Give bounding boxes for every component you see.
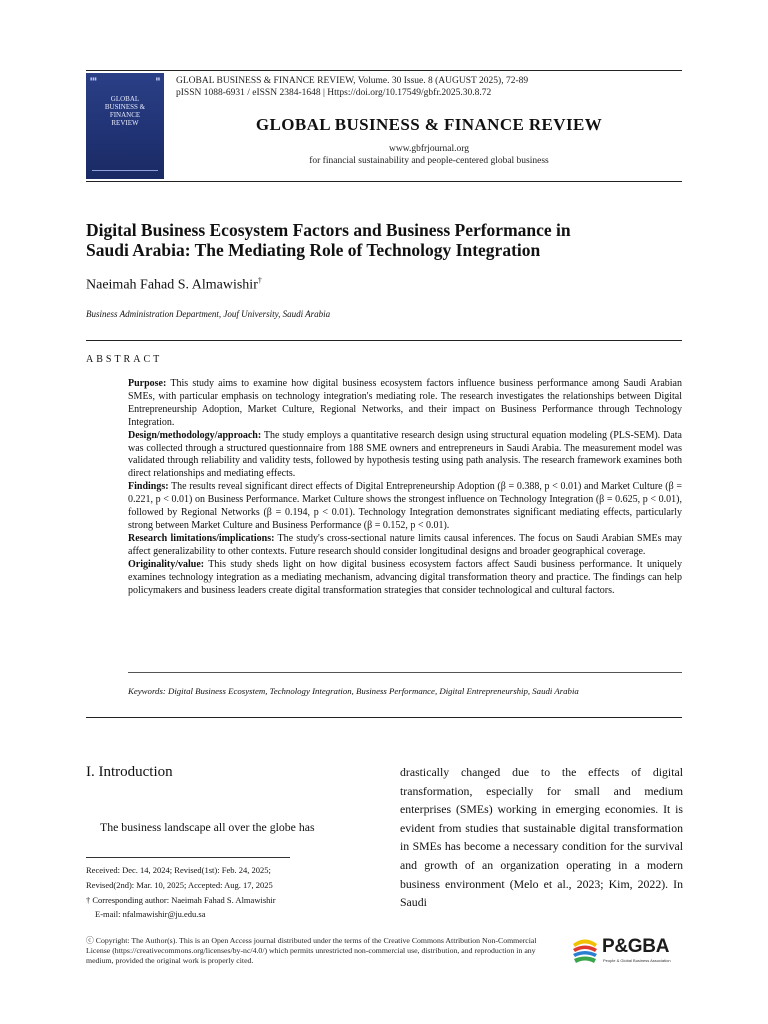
- pgba-logo-subtitle: People & Global Business Association: [603, 958, 671, 963]
- received-dates-line-2: Revised(2nd): Mar. 10, 2025; Accepted: Aug. 17, 2025: [86, 880, 273, 890]
- footnote-rule: [86, 857, 290, 858]
- cover-title: GLOBAL BUSINESS & FINANCE REVIEW: [104, 95, 146, 127]
- abstract-design-label: Design/methodology/approach:: [128, 429, 262, 441]
- section-heading-introduction: I. Introduction: [86, 764, 173, 780]
- author-email[interactable]: E-mail: nfalmawishir@ju.edu.sa: [95, 909, 206, 919]
- journal-title: GLOBAL BUSINESS & FINANCE REVIEW: [255, 115, 603, 134]
- paper-title-line-1: Digital Business Ecosystem Factors and Business Performance in: [86, 220, 571, 240]
- issn-doi-line[interactable]: pISSN 1088-6931 / eISSN 2384-1648 | Https://doi.org/10.17549/gbfr.2025.30.8.72: [176, 88, 492, 98]
- copyright-notice: ⓒ Copyright: The Author(s). This is an Open Access journal distributed under the terms of the Creative Commons Attribution Non-Commercial License (https://creativecommons.org/licenses/by-nc/4.0/) which permits unrestricted non-commercial use, distribution, and reproduction in any medium, provided the original work is properly cited.: [86, 936, 537, 965]
- author-name-text: Naeimah Fahad S. Almawishir: [86, 277, 258, 293]
- body-column-right: drastically changed due to the effects of digital transformation, especially for small and medium enterprises (SMEs) working in emerging economies. It is evident from studies that sustainable digital transformation in SMEs has become a necessary condition for the survival and growth of an organization operating in a modern business environment (Melo et al., 2023; Kim, 2022). In Saudi: [400, 765, 683, 910]
- abstract-purpose-label: Purpose:: [128, 378, 167, 389]
- abstract-findings: Findings: The results reveal significant direct effects of Digital Entrepreneurship Adoption (β = 0.388, p < 0.01) and Market Culture (β = 0.221, p < 0.01) on Business Performance. Market Culture shows the strongest influence on Technology Integration (β = 0.625, p < 0.01), followed by Regional Networks (β = 0.194, p < 0.01). Technology Integration demonstrates significant mediating effects, particularly strong between Market Culture and Business Performance (β = 0.152, p < 0.01).: [128, 481, 682, 531]
- abstract-findings-label: Findings:: [128, 481, 169, 493]
- pgba-logo-mark-icon: [570, 936, 600, 966]
- abstract-limitations: Research limitations/implications: The study's cross-sectional nature limits causal inferences. The focus on Saudi Arabian SMEs may affect generalizability to other contexts. Future research should consider longitudinal designs and broader geographical coverage.: [128, 532, 683, 557]
- journal-cover-image: [86, 73, 164, 179]
- abstract-body: [128, 378, 682, 597]
- abstract-heading: ABSTRACT: [86, 354, 163, 365]
- author-name: [86, 276, 262, 294]
- abstract-design: Design/methodology/approach: The study employs a quantitative research design using structural equation modeling (PLS-SEM). Data was collected through a structured questionnaire from 188 SME owners and entrepreneurs in Saudi Arabia. The measurement model was validated through reliability and validity tests, followed by hypothesis testing using path analysis. The research framework examines both direct relationships and mediating effects.: [128, 429, 682, 480]
- abstract-originality-label: Originality/value:: [128, 558, 205, 570]
- corresponding-author: † Corresponding author: Naeimah Fahad S. Almawishir: [86, 895, 276, 905]
- author-dagger: †: [257, 276, 262, 285]
- header-top-rule: [86, 70, 682, 71]
- journal-tagline: for financial sustainability and people-centered global business: [309, 156, 549, 166]
- keywords-rule: [128, 672, 682, 673]
- abstract-limitations-label: Research limitations/implications:: [128, 532, 275, 544]
- abstract-originality: Originality/value: This study sheds light on how digital business ecosystem factors affect Saudi business performance. It uniquely examines technology integration as a mediating mechanism, advancing digital transformation theory and practice. The findings can help policymakers and business leaders create digital transformation strategies that consider technological and cultural factors.: [128, 558, 682, 596]
- abstract-purpose: Purpose: This study aims to examine how digital business ecosystem factors influence business performance among Saudi Arabian SMEs, with particular emphasis on technology integration's mediating role. The research investigates the relationships between Digital Entrepreneurship Adoption, Market Culture, Regional Networks, and their impact on Business Performance through Technology Integration.: [128, 378, 682, 428]
- pgba-logo-text: P&GBA: [602, 936, 670, 957]
- paper-title-line-2: Saudi Arabia: The Mediating Role of Technology Integration: [86, 240, 541, 260]
- journal-website[interactable]: www.gbfrjournal.org: [389, 144, 469, 154]
- pgba-logo: [570, 934, 685, 968]
- author-affiliation: Business Administration Department, Jouf University, Saudi Arabia: [86, 309, 331, 319]
- cover-rule: [92, 170, 158, 171]
- paper-title: [86, 220, 686, 260]
- received-dates-line-1: Received: Dec. 14, 2024; Revised(1st): Feb. 24, 2025;: [86, 865, 271, 875]
- body-column-left: The business landscape all over the globe has: [100, 820, 315, 834]
- keywords: Keywords: Digital Business Ecosystem, Technology Integration, Business Performance, Digital Entrepreneurship, Saudi Arabia: [128, 686, 579, 696]
- title-separator-rule: [86, 340, 682, 341]
- abstract-bottom-rule: [86, 717, 682, 718]
- cover-top-strip: ▮▮▮ ▮▮: [90, 76, 160, 81]
- header-bottom-rule: [86, 181, 682, 182]
- citation-line: GLOBAL BUSINESS & FINANCE REVIEW, Volume. 30 Issue. 8 (AUGUST 2025), 72-89: [176, 76, 529, 86]
